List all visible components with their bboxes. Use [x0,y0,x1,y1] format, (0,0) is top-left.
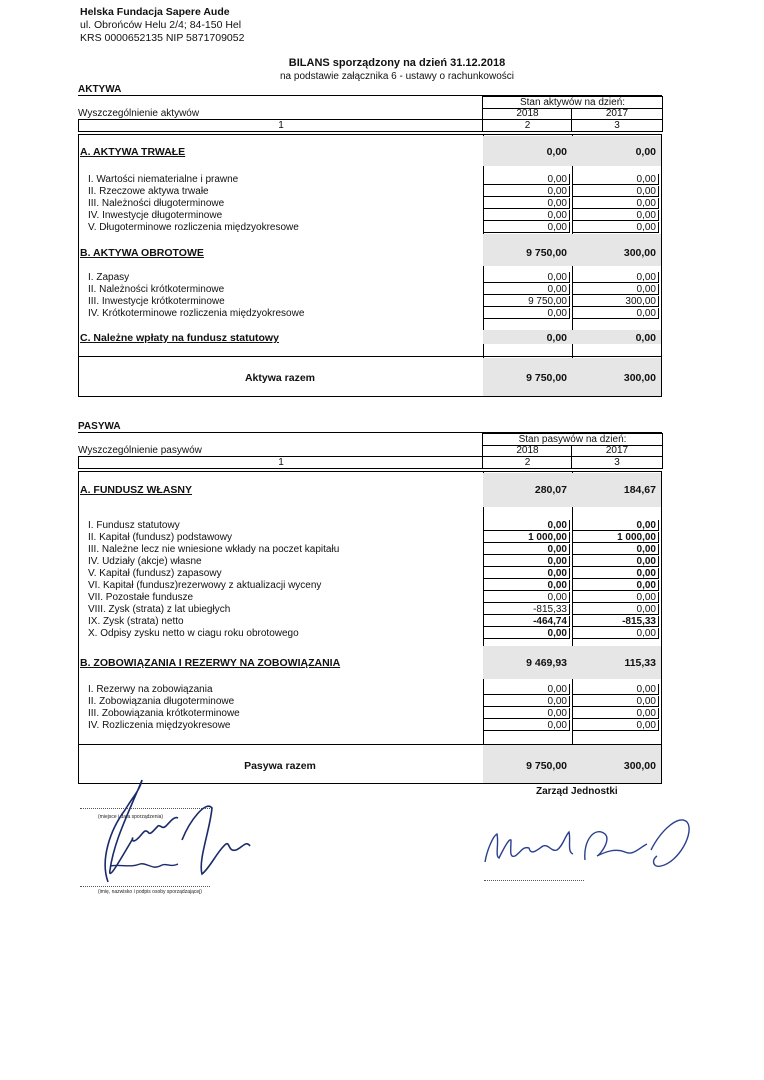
row-label: V. Kapitał (fundusz) zapasowy [88,568,222,579]
assets-year-2018: 2018 [482,108,572,120]
value-2018: 0,00 [483,222,570,233]
table-row [78,544,662,556]
total-2018: 9 750,00 [526,760,567,772]
table-row [78,272,662,284]
value-2018: -815,33 [483,604,570,615]
value-2018: -464,74 [483,616,570,627]
table-row [78,696,662,708]
table-row [78,556,662,568]
liabilities-year-2017: 2017 [571,445,663,457]
value-2018: 0,00 [546,332,567,344]
table-row [78,174,662,186]
value-2017: 300,00 [623,247,656,259]
value-2017: 0,00 [572,568,659,579]
table-row [78,628,662,640]
preparer-caption: (imię, nazwisko i podpis osoby sporządzającej) [98,889,202,895]
liabilities-col-index-2: 2 [482,457,572,469]
value-2017: 0,00 [572,544,659,555]
table-row [78,568,662,580]
row-label: IV. Inwestycje długoterminowe [88,210,223,221]
assets-section-label: AKTYWA [78,84,122,95]
value-2018: 0,00 [483,284,570,295]
liabilities-year-2018: 2018 [482,445,572,457]
row-label: I. Rezerwy na zobowiązania [88,684,213,695]
assets-table-header [78,96,662,132]
assets-year-2017: 2017 [571,108,663,120]
value-2017: 0,00 [572,284,659,295]
table-row [78,592,662,604]
row-label: IV. Krótkoterminowe rozliczenia międzyokresowe [88,308,305,319]
group-title: B. AKTYWA OBROTOWE [80,247,204,259]
value-2018: 0,00 [483,174,570,185]
signature-line [484,880,584,881]
table-row [78,684,662,696]
value-2018: 0,00 [483,186,570,197]
value-2017: 0,00 [572,174,659,185]
liabilities-state-header: Stan pasywów na dzień: [482,433,663,446]
value-2017: 184,67 [623,484,656,496]
document-subtitle: na podstawie załącznika 6 - ustawy o rachunkowości [279,71,514,82]
table-row [78,296,662,308]
row-label: III. Zobowiązania krótkoterminowe [88,708,240,719]
row-label: V. Długoterminowe rozliczenia międzyokresowe [88,222,299,233]
row-label: III. Należności długoterminowe [88,198,225,209]
value-2017: 0,00 [572,308,659,319]
row-label: X. Odpisy zysku netto w ciagu roku obrotowego [88,628,299,639]
value-2018: 0,00 [483,684,570,695]
organization-registry: KRS 0000652135 NIP 5871709052 [80,32,245,44]
row-label: VI. Kapitał (fundusz)rezerwowy z aktualizacji wyceny [88,580,322,591]
total-label: Aktywa razem [244,372,316,384]
place-date-caption: (miejsce i data sporządzenia) [98,814,164,820]
value-2018: 0,00 [483,592,570,603]
liabilities-section-label: PASYWA [78,421,121,432]
value-2017: 0,00 [572,592,659,603]
table-row [78,308,662,320]
value-2017: 0,00 [572,580,659,591]
total-label: Pasywa razem [244,760,316,772]
table-row [78,580,662,592]
value-2017: 0,00 [572,696,659,707]
value-2018: 0,00 [483,544,570,555]
value-2018: 0,00 [483,210,570,221]
assets-col-index-2: 2 [482,120,572,132]
value-2017: 0,00 [572,272,659,283]
row-label: I. Fundusz statutowy [88,520,180,531]
value-2017: 0,00 [572,222,659,233]
total-rule [78,356,662,357]
value-2017: 115,33 [624,657,656,669]
value-2018: 280,07 [534,484,567,496]
assets-col-index-3: 3 [571,120,663,132]
value-2018: 1 000,00 [483,532,570,543]
group-title: A. FUNDUSZ WŁASNY [80,484,192,496]
value-2018: 0,00 [546,146,567,158]
value-2017: 0,00 [572,520,659,531]
table-row [78,520,662,532]
organization-address: ul. Obrońców Helu 2/4; 84-150 Hel [80,19,242,31]
row-label: VII. Pozostałe fundusze [88,592,194,603]
total-2017: 300,00 [623,372,656,384]
value-2017: 0,00 [635,332,656,344]
group-title: C. Należne wpłaty na fundusz statutowy [80,332,279,344]
table-row [78,284,662,296]
value-2018: 9 750,00 [526,247,567,259]
value-2018: 0,00 [483,520,570,531]
board-label: Zarząd Jednostki [536,786,618,797]
table-row [78,186,662,198]
value-2018: 0,00 [483,708,570,719]
value-2018: 0,00 [483,198,570,209]
document-title: BILANS sporządzony na dzień 31.12.2018 [288,57,506,69]
value-2018: 0,00 [483,568,570,579]
value-2018: 0,00 [483,272,570,283]
value-2018: 9 750,00 [483,296,570,307]
total-2017: 300,00 [623,760,656,772]
table-row [78,616,662,628]
row-label: III. Należne lecz nie wniesione wkłady na poczet kapitału [88,544,340,555]
row-label: II. Należności krótkoterminowe [88,284,225,295]
value-2018: 0,00 [483,308,570,319]
value-2017: 0,00 [572,684,659,695]
assets-col-index-1: 1 [78,120,483,132]
liabilities-desc-header: Wyszczególnienie pasywów [78,445,482,457]
row-label: VIII. Zysk (strata) z lat ubiegłych [88,604,231,615]
liabilities-col-index-3: 3 [571,457,663,469]
row-label: II. Rzeczowe aktywa trwałe [88,186,209,197]
row-label: I. Wartości niematerialne i prawne [88,174,239,185]
value-2018: 0,00 [483,696,570,707]
organization-name: Helska Fundacja Sapere Aude [80,6,230,18]
preparer-signature [70,770,270,900]
value-2018: 0,00 [483,556,570,567]
value-2017: 0,00 [572,198,659,209]
value-2018: 0,00 [483,628,570,639]
value-2017: 0,00 [572,556,659,567]
value-2018: 0,00 [483,580,570,591]
value-2017: 0,00 [572,604,659,615]
value-2017: 0,00 [572,186,659,197]
row-label: I. Zapasy [88,272,130,283]
assets-state-header: Stan aktywów na dzień: [482,96,663,109]
row-label: IV. Udziały (akcje) własne [88,556,202,567]
table-row [78,210,662,222]
value-2017: 1 000,00 [572,532,659,543]
organization-header [80,6,244,45]
table-row [78,708,662,720]
total-rule [78,744,662,745]
row-label: II. Zobowiązania długoterminowe [88,696,235,707]
assets-desc-header: Wyszczególnienie aktywów [78,108,482,120]
value-2018: 9 469,93 [526,657,567,669]
liabilities-table-header [78,433,662,469]
value-2017: -815,33 [572,616,659,627]
table-row [78,720,662,732]
table-row [78,532,662,544]
value-2017: 0,00 [572,708,659,719]
row-label: IV. Rozliczenia międzyokresowe [88,720,231,731]
row-label: IX. Zysk (strata) netto [88,616,184,627]
table-row [78,604,662,616]
document-title-block [0,56,764,83]
value-2017: 0,00 [572,210,659,221]
liabilities-col-index-1: 1 [78,457,483,469]
table-row [78,222,662,234]
value-2017: 0,00 [635,146,656,158]
total-2018: 9 750,00 [526,372,567,384]
value-2017: 0,00 [572,720,659,731]
value-2017: 300,00 [572,296,659,307]
row-label: II. Kapitał (fundusz) podstawowy [88,532,232,543]
value-2018: 0,00 [483,720,570,731]
group-title: A. AKTYWA TRWAŁE [80,146,186,158]
row-label: III. Inwestycje krótkoterminowe [88,296,225,307]
group-title: B. ZOBOWIĄZANIA I REZERWY NA ZOBOWIĄZANIA [80,657,341,669]
value-2017: 0,00 [572,628,659,639]
board-signature [465,800,705,880]
table-row [78,198,662,210]
